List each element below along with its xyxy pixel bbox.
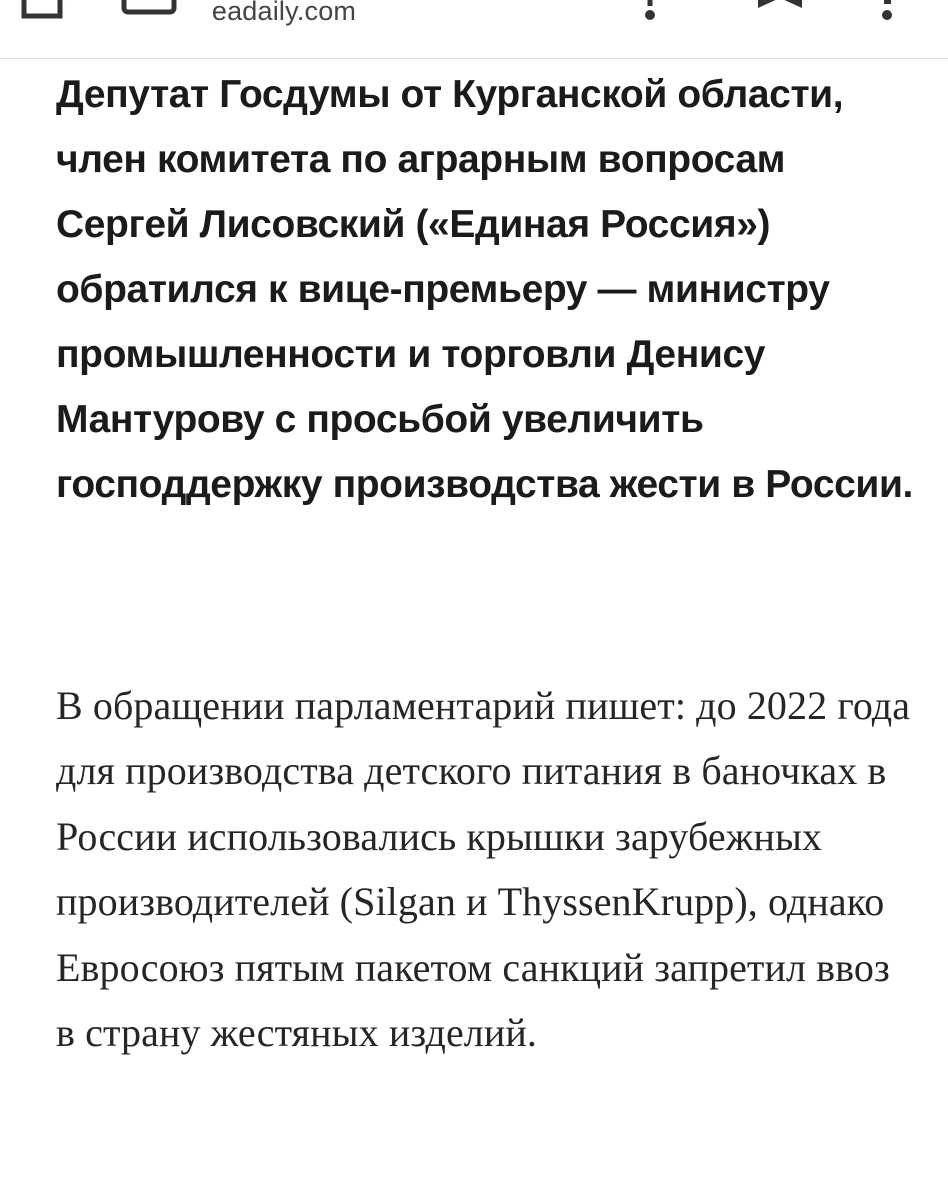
browser-toolbar [0,0,948,59]
download-icon[interactable] [630,0,670,24]
menu-icon[interactable] [872,0,902,24]
article-headline: Депутат Госдумы от Курганской области, член комитета по аграрным вопросам Сергей Лисовский («Единая Россия») обратился к вице-премьеру — министру промышленности и торговли Денису Мантурову с просьбой увеличить господдержку производства жести в России. [56,73,913,506]
article-paragraph: В обращении парламентарий пишет: до 2022 года для производства детского питания в баночках в России использовались крышки зарубежных производителей (Silgan и ThyssenKrupp), однако Евросоюз пятым пакетом санкций запретил ввоз в страну жестяных изделий. [56,683,911,1056]
address-bar-url[interactable]: eadaily.com [211,0,357,26]
bookmark-icon[interactable] [750,0,810,20]
